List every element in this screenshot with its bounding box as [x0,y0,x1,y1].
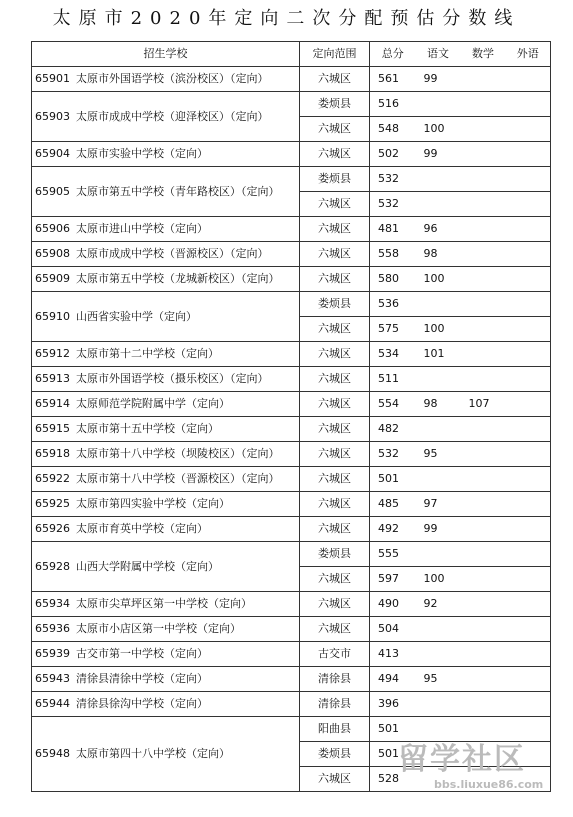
school-code: 65915 [35,422,70,435]
total-score-cell: 413 [370,642,416,667]
total-score-cell: 548 [370,117,416,142]
table-row [32,442,551,467]
school-name: 太原市外国语学校（滨汾校区）（定向） [76,72,269,85]
header-school: 招生学校 [32,42,300,67]
school-cell [32,442,300,467]
district-cell: 六城区 [300,67,370,92]
math-score-cell [461,342,506,367]
chinese-score-cell [416,417,461,442]
table-row [32,667,551,692]
school-cell [32,142,300,167]
math-score-cell [461,242,506,267]
district-cell: 娄烦县 [300,92,370,117]
chinese-score-cell [416,717,461,742]
school-code: 65904 [35,147,70,160]
chinese-score-cell: 101 [416,342,461,367]
table-row [32,467,551,492]
school-name: 太原市第四实验中学校（定向） [76,497,230,510]
total-score-cell: 561 [370,67,416,92]
school-cell [32,167,300,217]
english-score-cell [506,567,551,592]
english-score-cell [506,667,551,692]
total-score-cell: 482 [370,417,416,442]
school-name: 山西大学附属中学校（定向） [76,559,219,573]
english-score-cell [506,92,551,117]
chinese-score-cell: 100 [416,117,461,142]
school-cell [32,267,300,292]
table-row [32,392,551,417]
table-row [32,367,551,392]
school-name: 太原市第五中学校（龙城新校区）（定向） [76,272,280,285]
english-score-cell [506,217,551,242]
chinese-score-cell: 92 [416,592,461,617]
school-code: 65943 [35,672,70,685]
school-name: 清徐县清徐中学校（定向） [76,672,208,685]
school-cell [32,467,300,492]
school-cell [32,542,300,592]
district-cell: 六城区 [300,567,370,592]
math-score-cell [461,417,506,442]
chinese-score-cell [416,542,461,567]
total-score-cell: 532 [370,442,416,467]
school-name: 太原市育英中学校（定向） [76,522,208,535]
school-cell [32,342,300,367]
school-code: 65914 [35,397,70,410]
math-score-cell [461,717,506,742]
school-cell [32,67,300,92]
total-score-cell: 536 [370,292,416,317]
district-cell: 六城区 [300,592,370,617]
english-score-cell [506,517,551,542]
total-score-cell: 516 [370,92,416,117]
english-score-cell [506,442,551,467]
total-score-cell: 558 [370,242,416,267]
school-code: 65925 [35,497,70,510]
chinese-score-cell: 98 [416,392,461,417]
table-row [32,617,551,642]
total-score-cell: 597 [370,567,416,592]
watermark-url: bbs.liuxue86.com [434,778,544,791]
chinese-score-cell [416,642,461,667]
school-cell [32,367,300,392]
school-cell [32,217,300,242]
school-name: 太原市成成中学校（晋源校区）（定向） [76,247,269,260]
total-score-cell: 490 [370,592,416,617]
math-score-cell [461,192,506,217]
school-name: 山西省实验中学（定向） [76,309,197,323]
school-cell [32,92,300,142]
english-score-cell [506,492,551,517]
school-code: 65908 [35,247,70,260]
district-cell: 六城区 [300,492,370,517]
school-cell [32,717,300,792]
total-score-cell: 485 [370,492,416,517]
school-code: 65928 [35,559,70,573]
district-cell: 六城区 [300,342,370,367]
district-cell: 娄烦县 [300,542,370,567]
total-score-cell: 554 [370,392,416,417]
chinese-score-cell: 99 [416,517,461,542]
math-score-cell [461,217,506,242]
watermark [398,742,558,808]
school-code: 65910 [35,309,70,323]
district-cell: 古交市 [300,642,370,667]
chinese-score-cell [416,467,461,492]
math-score-cell [461,92,506,117]
math-score-cell [461,567,506,592]
math-score-cell: 107 [461,392,506,417]
table-row [32,517,551,542]
chinese-score-cell: 96 [416,217,461,242]
chinese-score-cell: 100 [416,567,461,592]
total-score-cell: 580 [370,267,416,292]
math-score-cell [461,292,506,317]
school-name: 太原市小店区第一中学校（定向） [76,622,241,635]
english-score-cell [506,592,551,617]
english-score-cell [506,617,551,642]
page-title: 太原市2020年定向二次分配预估分数线 [52,8,521,29]
district-cell: 六城区 [300,442,370,467]
english-score-cell [506,717,551,742]
district-cell: 娄烦县 [300,167,370,192]
district-cell: 六城区 [300,517,370,542]
english-score-cell [506,142,551,167]
math-score-cell [461,467,506,492]
school-name: 太原师范学院附属中学（定向） [76,397,230,410]
school-name: 太原市第五中学校（青年路校区）（定向） [76,184,280,198]
district-cell: 六城区 [300,392,370,417]
total-score-cell: 501 [370,467,416,492]
score-table [31,41,551,792]
school-code: 65936 [35,622,70,635]
chinese-score-cell: 95 [416,667,461,692]
total-score-cell: 511 [370,367,416,392]
total-score-cell: 504 [370,617,416,642]
school-cell [32,517,300,542]
district-cell: 六城区 [300,242,370,267]
table-row [32,242,551,267]
school-code: 65926 [35,522,70,535]
chinese-score-cell: 100 [416,267,461,292]
table-row [32,92,551,117]
total-score-cell: 501 [370,717,416,742]
math-score-cell [461,667,506,692]
english-score-cell [506,117,551,142]
chinese-score-cell [416,192,461,217]
school-code: 65905 [35,184,70,198]
math-score-cell [461,617,506,642]
math-score-cell [461,267,506,292]
table-row [32,492,551,517]
header-english: 外语 [506,42,551,67]
math-score-cell [461,692,506,717]
table-row [32,67,551,92]
total-score-cell: 532 [370,192,416,217]
math-score-cell [461,442,506,467]
english-score-cell [506,342,551,367]
total-score-cell: 481 [370,217,416,242]
school-cell [32,642,300,667]
math-score-cell [461,542,506,567]
math-score-cell [461,367,506,392]
school-name: 太原市实验中学校（定向） [76,147,208,160]
math-score-cell [461,642,506,667]
table-row [32,592,551,617]
district-cell: 娄烦县 [300,742,370,767]
total-score-cell: 501 [370,742,416,767]
chinese-score-cell [416,367,461,392]
english-score-cell [506,192,551,217]
header-math: 数学 [461,42,506,67]
chinese-score-cell: 98 [416,242,461,267]
district-cell: 六城区 [300,417,370,442]
school-name: 太原市第十二中学校（定向） [76,347,219,360]
table-row [32,692,551,717]
school-code: 65944 [35,697,70,710]
english-score-cell [506,392,551,417]
school-cell [32,592,300,617]
header-total: 总分 [370,42,416,67]
total-score-cell: 396 [370,692,416,717]
school-cell [32,667,300,692]
total-score-cell: 534 [370,342,416,367]
table-row [32,142,551,167]
district-cell: 六城区 [300,142,370,167]
school-name: 古交市第一中学校（定向） [76,647,208,660]
school-code: 65922 [35,472,70,485]
school-code: 65909 [35,272,70,285]
district-cell: 六城区 [300,117,370,142]
school-name: 太原市第十八中学校（晋源校区）（定向） [76,472,280,485]
chinese-score-cell: 97 [416,492,461,517]
district-cell: 六城区 [300,367,370,392]
school-cell [32,392,300,417]
header-chinese: 语文 [416,42,461,67]
school-name: 太原市第十八中学校（坝陵校区）（定向） [76,447,280,460]
district-cell: 六城区 [300,467,370,492]
chinese-score-cell [416,617,461,642]
school-name: 太原市成成中学校（迎泽校区）（定向） [76,109,269,123]
math-score-cell [461,67,506,92]
math-score-cell [461,592,506,617]
table-row [32,167,551,192]
total-score-cell: 494 [370,667,416,692]
district-cell: 清徐县 [300,692,370,717]
chinese-score-cell: 99 [416,142,461,167]
table-body [32,67,551,792]
table-row [32,342,551,367]
school-code: 65939 [35,647,70,660]
chinese-score-cell: 100 [416,317,461,342]
chinese-score-cell [416,167,461,192]
english-score-cell [506,242,551,267]
header-row [32,42,551,67]
district-cell: 阳曲县 [300,717,370,742]
total-score-cell: 575 [370,317,416,342]
english-score-cell [506,67,551,92]
table-row [32,542,551,567]
math-score-cell [461,492,506,517]
table-row [32,717,551,742]
district-cell: 清徐县 [300,667,370,692]
school-name: 太原市第四十八中学校（定向） [76,747,230,760]
english-score-cell [506,267,551,292]
district-cell: 六城区 [300,267,370,292]
school-code: 65903 [35,109,70,123]
english-score-cell [506,692,551,717]
district-cell: 六城区 [300,217,370,242]
english-score-cell [506,417,551,442]
english-score-cell [506,167,551,192]
total-score-cell: 555 [370,542,416,567]
school-code: 65948 [35,747,70,760]
chinese-score-cell [416,92,461,117]
english-score-cell [506,642,551,667]
english-score-cell [506,317,551,342]
school-cell [32,292,300,342]
total-score-cell: 492 [370,517,416,542]
school-name: 清徐县徐沟中学校（定向） [76,697,208,710]
school-cell [32,617,300,642]
table-row [32,217,551,242]
table-row [32,267,551,292]
school-code: 65913 [35,372,70,385]
school-code: 65934 [35,597,70,610]
english-score-cell [506,292,551,317]
english-score-cell [506,542,551,567]
table-row [32,642,551,667]
district-cell: 六城区 [300,317,370,342]
chinese-score-cell [416,292,461,317]
chinese-score-cell: 95 [416,442,461,467]
school-code: 65906 [35,222,70,235]
school-name: 太原市外国语学校（摄乐校区）（定向） [76,372,269,385]
district-cell: 娄烦县 [300,292,370,317]
math-score-cell [461,517,506,542]
english-score-cell [506,467,551,492]
total-score-cell: 502 [370,142,416,167]
district-cell: 六城区 [300,192,370,217]
total-score-cell: 528 [370,767,416,792]
district-cell: 六城区 [300,767,370,792]
chinese-score-cell [416,692,461,717]
table-row [32,292,551,317]
school-code: 65918 [35,447,70,460]
math-score-cell [461,142,506,167]
school-name: 太原市进山中学校（定向） [76,222,208,235]
table-row [32,417,551,442]
watermark-logo: 留学社区 [398,742,526,777]
school-cell [32,417,300,442]
school-name: 太原市尖草坪区第一中学校（定向） [76,597,252,610]
school-cell [32,692,300,717]
district-cell: 六城区 [300,617,370,642]
school-cell [32,242,300,267]
school-code: 65901 [35,72,70,85]
math-score-cell [461,117,506,142]
total-score-cell: 532 [370,167,416,192]
math-score-cell [461,167,506,192]
math-score-cell [461,317,506,342]
english-score-cell [506,367,551,392]
school-cell [32,492,300,517]
header-district: 定向范围 [300,42,370,67]
school-name: 太原市第十五中学校（定向） [76,422,219,435]
chinese-score-cell: 99 [416,67,461,92]
school-code: 65912 [35,347,70,360]
